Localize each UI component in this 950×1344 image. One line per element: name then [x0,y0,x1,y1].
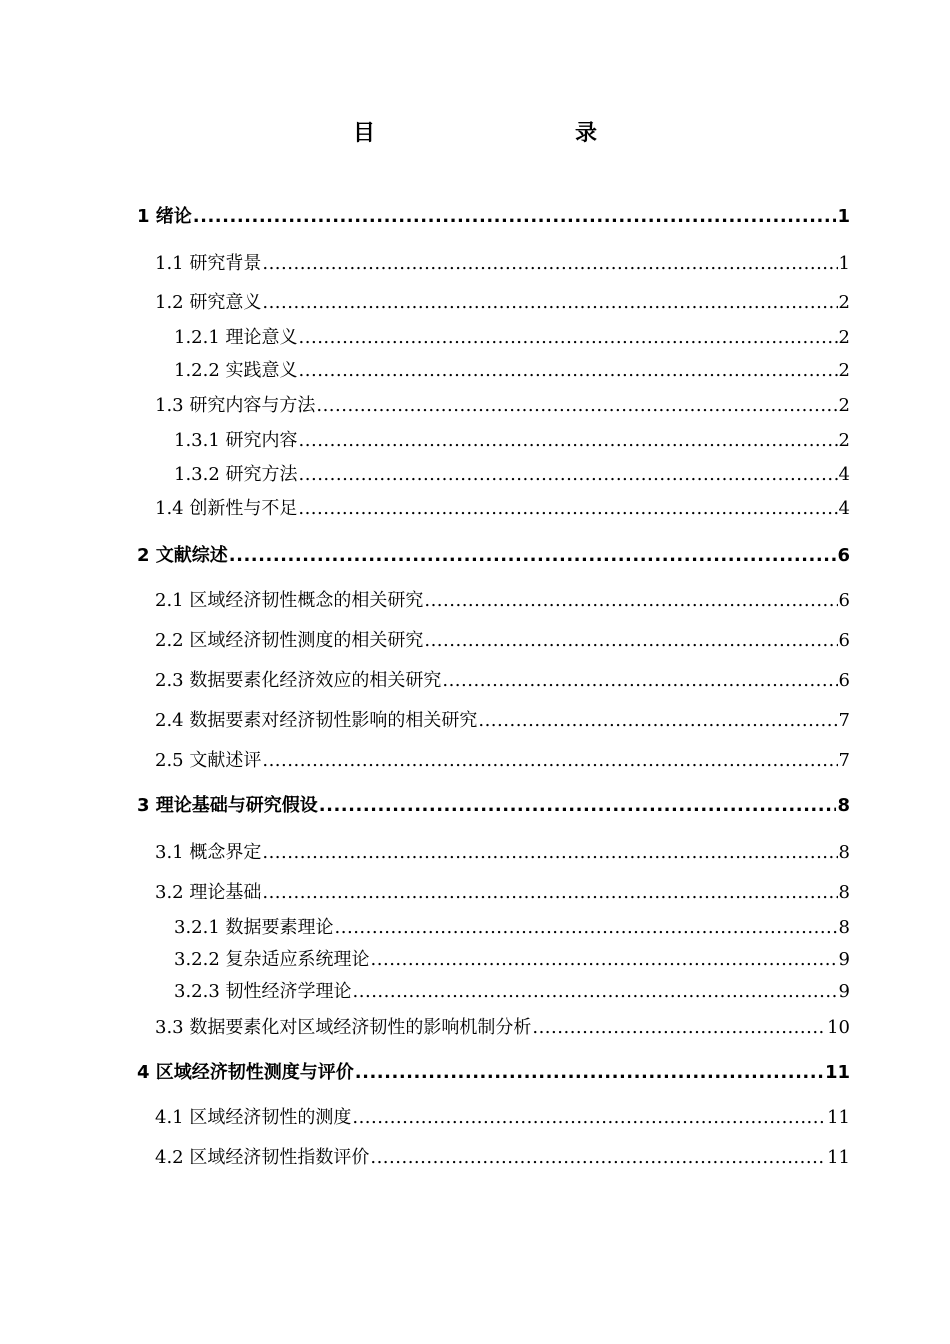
toc-entry-page-number: 4 [838,498,850,519]
toc-entry-page-number: 7 [838,750,850,771]
toc-section-entry[interactable] [137,666,850,692]
toc-entry-label: 3.1 概念界定 [155,842,262,863]
toc-entry-page-number: 8 [838,917,850,938]
dot-leader [478,710,837,731]
toc-entry-label: 1.2.2 实践意义 [174,360,298,381]
toc-subsection-entry[interactable] [137,426,850,452]
page-title: 目 录 [352,121,649,146]
toc-entry-label: 1.1 研究背景 [155,253,262,274]
dot-leader [316,395,837,416]
dot-leader [299,360,838,381]
dot-leader [355,1062,824,1083]
toc-section-entry[interactable] [137,249,850,275]
toc-entry-page-number: 6 [838,590,850,611]
toc-entry-label: 3.2.3 韧性经济学理论 [174,981,352,1002]
toc-entry-page-number: 10 [827,1017,850,1038]
dot-leader [299,327,838,348]
toc-subsection-entry[interactable] [137,913,850,939]
toc-entry-label: 4.2 区域经济韧性指数评价 [155,1147,370,1168]
toc-entry-page-number: 6 [838,630,850,651]
toc-entry-label: 2.4 数据要素对经济韧性影响的相关研究 [155,710,478,731]
toc-entry-label: 4.1 区域经济韧性的测度 [155,1107,352,1128]
toc-entry-label: 1.3.2 研究方法 [174,464,298,485]
toc-entry-page-number: 8 [838,842,850,863]
toc-entry-page-number: 1 [837,206,850,227]
toc-entry-page-number: 1 [838,253,850,274]
dot-leader [442,670,837,691]
toc-entry-label: 3.2.2 复杂适应系统理论 [174,949,370,970]
toc-section-entry[interactable] [137,706,850,732]
toc-entry-label: 1.2.1 理论意义 [174,327,298,348]
dot-leader [319,795,837,816]
dot-leader [262,253,837,274]
toc-section-entry[interactable] [137,1013,850,1039]
toc-entry-label: 1 绪论 [137,206,192,227]
toc-entry-label: 2.2 区域经济韧性测度的相关研究 [155,630,424,651]
toc-section-entry[interactable] [137,1103,850,1129]
toc-entry-page-number: 6 [837,545,850,566]
toc-section-entry[interactable] [137,626,850,652]
dot-leader [299,464,838,485]
dot-leader [424,590,837,611]
toc-entry-label: 2 文献综述 [137,545,228,566]
dot-leader [371,949,838,970]
toc-section-entry[interactable] [137,391,850,417]
toc-entry-label: 3.2.1 数据要素理论 [174,917,334,938]
toc-chapter-entry[interactable] [137,202,850,228]
toc-section-entry[interactable] [137,586,850,612]
toc-entry-label: 2.5 文献述评 [155,750,262,771]
toc-entry-page-number: 8 [838,882,850,903]
dot-leader [299,430,838,451]
toc-entry-page-number: 11 [824,1062,850,1083]
toc-section-entry[interactable] [137,878,850,904]
toc-subsection-entry[interactable] [137,323,850,349]
toc-entry-label: 3.2 理论基础 [155,882,262,903]
dot-leader [532,1017,826,1038]
dot-leader [262,882,837,903]
dot-leader [353,981,838,1002]
toc-section-entry[interactable] [137,288,850,314]
toc-section-entry[interactable] [137,746,850,772]
toc-entry-page-number: 11 [827,1107,850,1128]
toc-entry-page-number: 9 [838,949,850,970]
toc-entry-label: 2.3 数据要素化经济效应的相关研究 [155,670,442,691]
toc-entry-label: 1.4 创新性与不足 [155,498,298,519]
toc-entry-page-number: 2 [838,292,850,313]
dot-leader [352,1107,826,1128]
toc-entry-label: 1.3 研究内容与方法 [155,395,316,416]
toc-section-entry[interactable] [137,494,850,520]
toc-entry-label: 1.3.1 研究内容 [174,430,298,451]
toc-chapter-entry[interactable] [137,541,850,567]
toc-entry-page-number: 11 [827,1147,850,1168]
toc-section-entry[interactable] [137,1143,850,1169]
dot-leader [229,545,837,566]
toc-subsection-entry[interactable] [137,356,850,382]
toc-subsection-entry[interactable] [137,977,850,1003]
dot-leader [262,292,837,313]
toc-entry-page-number: 7 [838,710,850,731]
dot-leader [193,206,837,227]
toc-entry-page-number: 8 [837,795,850,816]
toc-subsection-entry[interactable] [137,460,850,486]
toc-entry-page-number: 2 [838,395,850,416]
toc-section-entry[interactable] [137,838,850,864]
dot-leader [262,750,837,771]
toc-entry-page-number: 2 [838,327,850,348]
toc-chapter-entry[interactable] [137,1058,850,1084]
dot-leader [370,1147,826,1168]
toc-entry-label: 3 理论基础与研究假设 [137,795,318,816]
dot-leader [262,842,837,863]
toc-entry-label: 3.3 数据要素化对区域经济韧性的影响机制分析 [155,1017,532,1038]
dot-leader [335,917,838,938]
toc-subsection-entry[interactable] [137,945,850,971]
toc-chapter-entry[interactable] [137,791,850,817]
toc-entry-page-number: 9 [838,981,850,1002]
toc-entry-page-number: 4 [838,464,850,485]
toc-entry-label: 4 区域经济韧性测度与评价 [137,1062,354,1083]
toc-entry-label: 2.1 区域经济韧性概念的相关研究 [155,590,424,611]
toc-entry-page-number: 6 [838,670,850,691]
toc-entry-label: 1.2 研究意义 [155,292,262,313]
dot-leader [298,498,837,519]
toc-entry-page-number: 2 [838,360,850,381]
toc-entry-page-number: 2 [838,430,850,451]
dot-leader [424,630,837,651]
